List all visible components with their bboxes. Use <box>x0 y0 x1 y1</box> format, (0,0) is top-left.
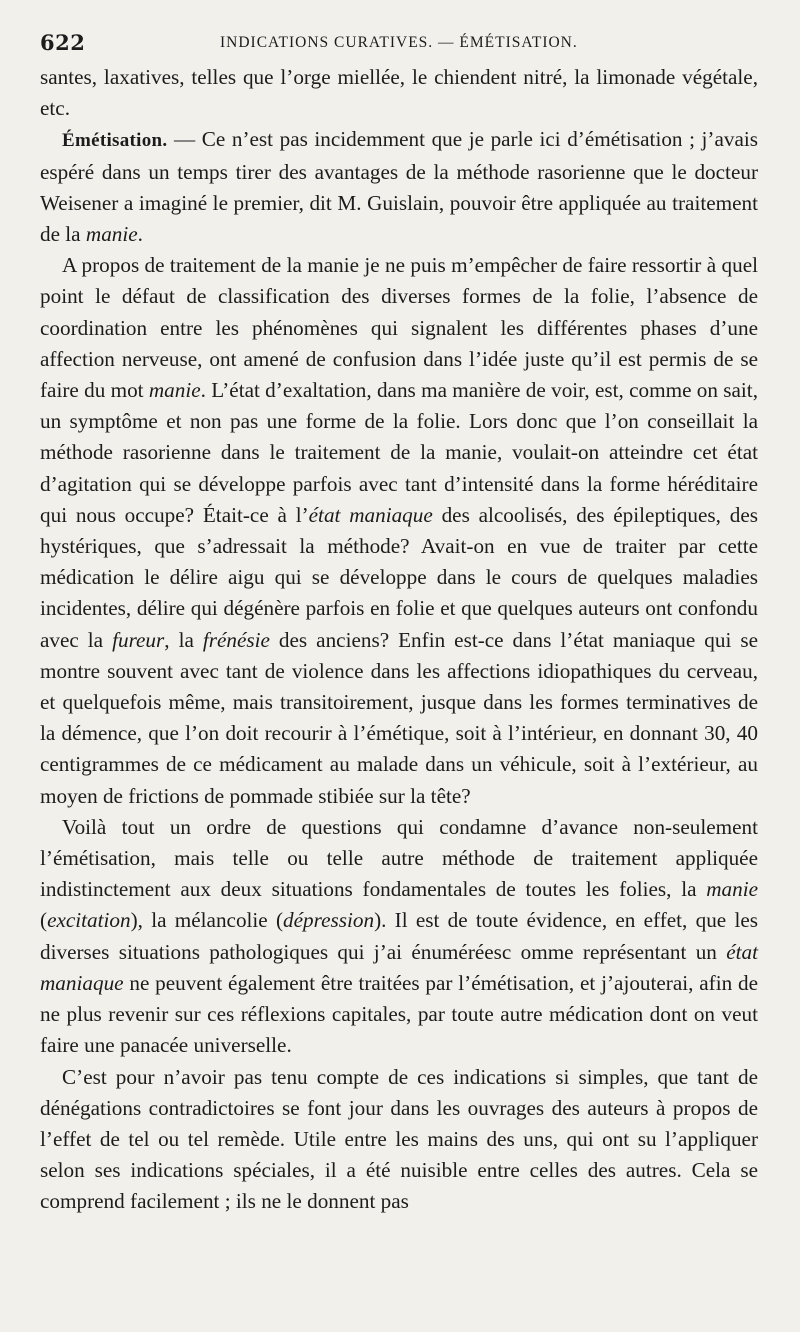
page-number: 622 <box>40 30 86 55</box>
emphasis-text: fureur <box>112 627 165 652</box>
emphasis-text: dépression <box>283 908 375 933</box>
section-heading: Émétisation. <box>62 130 168 152</box>
paragraph-cest-pour <box>40 1062 758 1218</box>
paragraph-text: ne peuvent également être traitées par l’émétisation, et j’ajouterai, afin de ne plus revenir sur ces réflexions capitales, par toute autre médication dont on veut faire une panacée universelle. <box>40 970 758 1058</box>
emphasis-text: excitation <box>47 908 131 933</box>
emphasis-text: manie <box>148 378 201 403</box>
body-text <box>40 62 758 1218</box>
paragraph-text: ), la mélancolie ( <box>130 908 284 933</box>
page-header <box>40 30 760 60</box>
emphasis-text: frénésie <box>202 627 270 652</box>
paragraph-a-propos <box>40 250 758 812</box>
paragraph-text: C’est pour n’avoir pas tenu compte de ces indications si simples, que tant de dénégations contradictoires se font jour dans les ouvrages des auteurs à propos de l’effet de tel ou tel remède. Utile entre les mains des uns, qui ont su l’appliquer selon ses indications spéciales, il a été nuisible entre celles des autres. Cela se comprend facilement ; ils ne le donnent pas <box>40 1064 758 1214</box>
paragraph-text: ( <box>40 908 48 933</box>
emphasis-text: état maniaque <box>40 939 758 995</box>
paragraph-voila <box>40 812 758 1062</box>
running-title: INDICATIONS CURATIVES. — ÉMÉTISATION. <box>220 34 578 51</box>
paragraph-text: . <box>137 222 143 247</box>
emphasis-text: état maniaque <box>308 502 433 527</box>
paragraph-text: ). Il est de toute évidence, en effet, que les diverses situations pathologiques qui j’ai énuméréesc omme représentant un <box>40 908 758 964</box>
paragraph-text: — Ce n’est pas incidemment que je parle ici d’émétisation ; j’avais espéré dans un temps tirer des avantages de la méthode rasorienne que le docteur Weisener a imaginé le premier, dit M. Guislain, pouvoir être appliquée au traitement de la <box>40 127 758 247</box>
emphasis-text: manie <box>706 877 758 902</box>
paragraph-text: des alcoolisés, des épileptiques, des hystériques, que s’adressait la méthode? Avait-on en vue de traiter par cette médication le délire aigu qui se développe dans le cours de quelques maladies incidentes, délire qui dégénère parfois en folie et que quelques auteurs ont confondu avec la <box>40 502 758 652</box>
paragraph-continuation <box>40 62 758 124</box>
paragraph-emetisation <box>40 124 758 250</box>
paragraph-text: Voilà tout un ordre de questions qui condamne d’avance non-seulement l’émétisation, mais telle ou telle autre méthode de traitement appliquée indistinctement aux deux situations fondamentales de toutes les folies, la <box>40 814 758 902</box>
emphasis-text: manie <box>85 222 138 247</box>
paragraph-text: santes, laxatives, telles que l’orge miellée, le chiendent nitré, la limonade végétale, etc. <box>40 65 758 121</box>
paragraph-text: A propos de traitement de la manie je ne puis m’empêcher de faire ressortir à quel point le défaut de classification des diverses formes de la folie, l’absence de coordination entre les phénomènes qui signalent les différentes phases d’une affection nerveuse, ont amené de confusion dans l’idée juste qu’il est permis de se faire du mot <box>40 253 758 403</box>
paragraph-text: des anciens? Enfin est-ce dans l’état maniaque qui se montre souvent avec tant de violence dans les affections idiopathiques du cerveau, et quelquefois même, mais transitoirement, jusque dans les formes terminatives de la démence, que l’on doit recourir à l’émétique, soit à l’intérieur, en donnant 30, 40 centigrammes de ce médicament au malade dans un véhicule, soit à l’extérieur, au moyen de frictions de pommade stibiée sur la tête? <box>40 627 758 808</box>
paragraph-text: , la <box>164 627 203 652</box>
paragraph-text: . L’état d’exaltation, dans ma manière de voir, est, comme on sait, un symptôme et non pas une forme de la folie. Lors donc que l’on conseillait la méthode rasorienne dans le traitement de la manie, voulait-on atteindre cet état d’agitation qui se développe parfois avec tant d’intensité dans la forme héréditaire qui nous occupe? Était-ce à l’ <box>40 378 758 527</box>
